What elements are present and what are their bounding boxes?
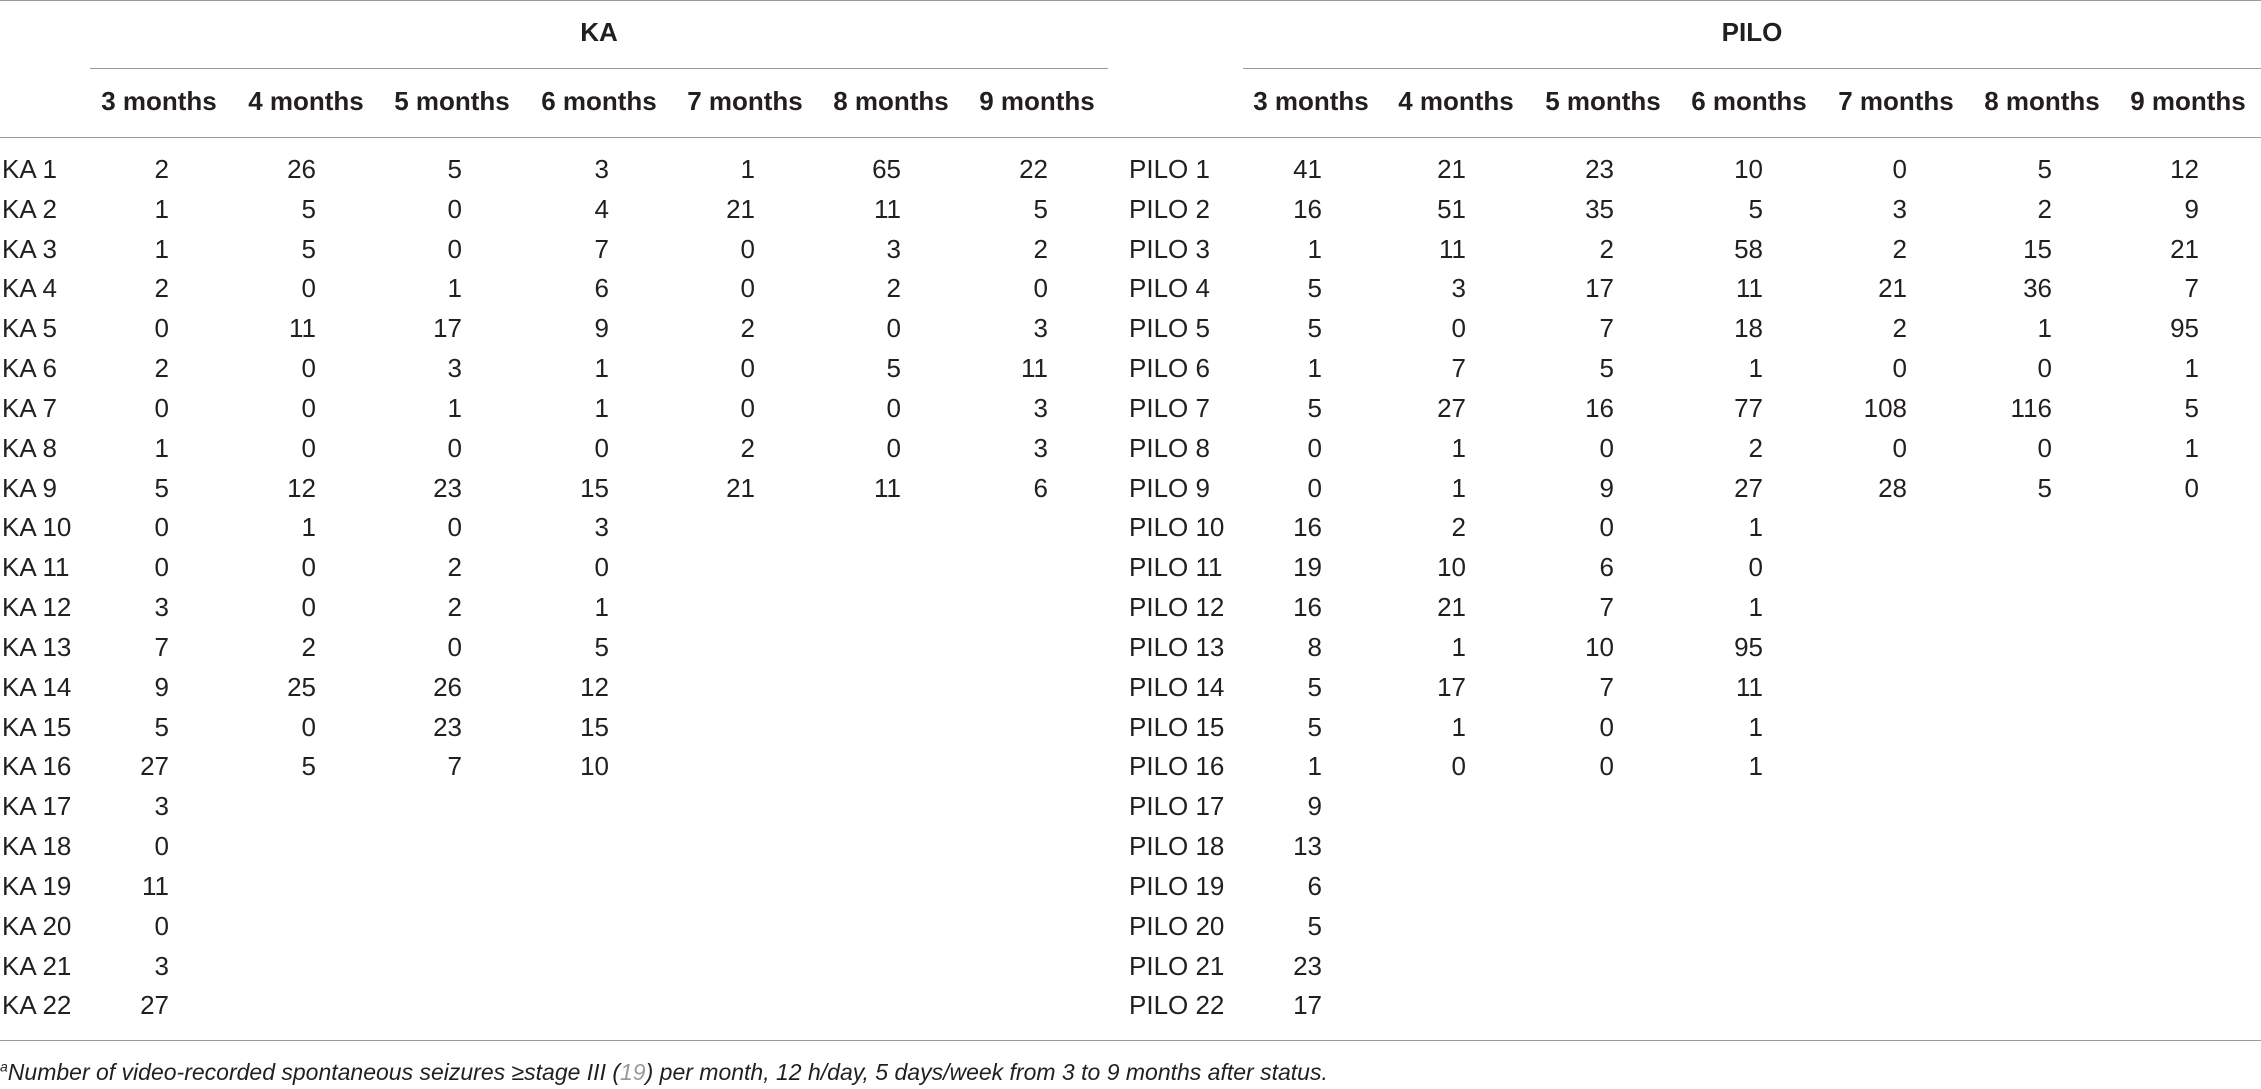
- table-cell-pilo: 6: [1307, 871, 1322, 901]
- table-cell-pilo: 0: [2037, 433, 2052, 463]
- table-cell-pilo: 27: [1734, 473, 1763, 503]
- table-cell-pilo: 7: [1599, 672, 1614, 702]
- row-label-pilo: PILO 19: [1129, 871, 1225, 901]
- table-cell-pilo: 1: [2184, 433, 2199, 463]
- table-cell-ka: 25: [287, 672, 316, 702]
- table-cell-pilo: 5: [2037, 154, 2052, 184]
- row-label-pilo: PILO 17: [1129, 791, 1225, 821]
- table-cell-pilo: 17: [1585, 273, 1614, 303]
- table-cell-ka: 4: [594, 194, 609, 224]
- column-header-pilo-7-months: 7 months: [1838, 86, 1954, 116]
- table-cell-pilo: 0: [1892, 154, 1907, 184]
- table-cell-ka: 0: [447, 234, 462, 264]
- row-label-ka: KA 11: [2, 552, 70, 582]
- column-header-ka-6-months: 6 months: [541, 86, 657, 116]
- table-cell-ka: 0: [447, 512, 462, 542]
- table-cell-pilo: 108: [1863, 393, 1907, 423]
- table-cell-ka: 0: [154, 911, 169, 941]
- row-label-ka: KA 17: [2, 791, 72, 821]
- table-cell-pilo: 18: [1734, 313, 1763, 343]
- table-cell-pilo: 5: [1307, 273, 1322, 303]
- table-footnote: [0, 1058, 1328, 1086]
- table-cell-pilo: 21: [1437, 592, 1466, 622]
- table-cell-ka: 0: [154, 393, 169, 423]
- table-cell-ka: 9: [594, 313, 609, 343]
- table-cell-pilo: 16: [1293, 194, 1322, 224]
- row-label-pilo: PILO 15: [1129, 712, 1225, 742]
- table-cell-ka: 12: [580, 672, 609, 702]
- row-label-pilo: PILO 8: [1129, 433, 1210, 463]
- column-header-pilo-3-months: 3 months: [1253, 86, 1369, 116]
- table-cell-ka: 0: [594, 552, 609, 582]
- row-label-pilo: PILO 3: [1129, 234, 1210, 264]
- footnote-reference: 19: [620, 1059, 646, 1085]
- table-cell-pilo: 21: [1437, 154, 1466, 184]
- table-cell-ka: 5: [1033, 194, 1048, 224]
- table-cell-ka: 5: [301, 751, 316, 781]
- table-cell-ka: 2: [447, 552, 462, 582]
- row-label-pilo: PILO 9: [1129, 473, 1210, 503]
- row-label-ka: KA 4: [2, 273, 57, 303]
- row-label-pilo: PILO 22: [1129, 990, 1225, 1020]
- table-cell-ka: 0: [1033, 273, 1048, 303]
- table-cell-pilo: 1: [1748, 353, 1763, 383]
- row-label-ka: KA 10: [2, 512, 72, 542]
- table-cell-pilo: 1: [1748, 512, 1763, 542]
- table-cell-ka: 27: [140, 990, 169, 1020]
- table-cell-ka: 5: [154, 712, 169, 742]
- table-cell-pilo: 0: [1599, 712, 1614, 742]
- table-cell-ka: 3: [1033, 393, 1048, 423]
- table-cell-pilo: 1: [1451, 712, 1466, 742]
- table-cell-pilo: 0: [2184, 473, 2199, 503]
- table-cell-ka: 6: [594, 273, 609, 303]
- table-cell-pilo: 1: [1451, 433, 1466, 463]
- column-header-pilo-6-months: 6 months: [1691, 86, 1807, 116]
- table-cell-ka: 2: [447, 592, 462, 622]
- footnote-marker: a: [0, 1058, 8, 1075]
- row-label-ka: KA 3: [2, 234, 57, 264]
- table-cell-ka: 0: [154, 512, 169, 542]
- table-cell-pilo: 9: [1599, 473, 1614, 503]
- table-cell-ka: 0: [301, 552, 316, 582]
- table-cell-pilo: 2: [1451, 512, 1466, 542]
- row-label-pilo: PILO 10: [1129, 512, 1225, 542]
- table-cell-pilo: 3: [1451, 273, 1466, 303]
- table-cell-ka: 5: [886, 353, 901, 383]
- table-cell-pilo: 1: [1748, 712, 1763, 742]
- table-cell-pilo: 2: [1892, 313, 1907, 343]
- table-cell-ka: 21: [726, 473, 755, 503]
- group-title-rule-ka: [90, 68, 1108, 69]
- table-cell-ka: 7: [154, 632, 169, 662]
- table-cell-pilo: 0: [1892, 353, 1907, 383]
- table-cell-pilo: 1: [1451, 473, 1466, 503]
- table-cell-ka: 2: [740, 313, 755, 343]
- row-label-ka: KA 12: [2, 592, 72, 622]
- row-label-pilo: PILO 5: [1129, 313, 1210, 343]
- table-cell-ka: 2: [154, 154, 169, 184]
- column-header-ka-9-months: 9 months: [979, 86, 1095, 116]
- table-cell-ka: 2: [886, 273, 901, 303]
- table-cell-pilo: 16: [1293, 512, 1322, 542]
- table-cell-pilo: 21: [1878, 273, 1907, 303]
- table-cell-ka: 6: [1033, 473, 1048, 503]
- table-cell-ka: 0: [301, 273, 316, 303]
- table-cell-pilo: 28: [1878, 473, 1907, 503]
- table-cell-pilo: 0: [1451, 751, 1466, 781]
- table-cell-ka: 2: [1033, 234, 1048, 264]
- table-cell-ka: 1: [594, 592, 609, 622]
- table-cell-pilo: 12: [2170, 154, 2199, 184]
- table-cell-pilo: 11: [1439, 234, 1466, 264]
- row-label-ka: KA 15: [2, 712, 72, 742]
- table-cell-pilo: 1: [1748, 751, 1763, 781]
- table-cell-pilo: 5: [1748, 194, 1763, 224]
- table-cell-pilo: 5: [1307, 712, 1322, 742]
- table-cell-ka: 0: [301, 393, 316, 423]
- row-label-pilo: PILO 11: [1129, 552, 1223, 582]
- table-cell-pilo: 0: [1892, 433, 1907, 463]
- table-cell-pilo: 15: [2023, 234, 2052, 264]
- table-cell-ka: 2: [154, 353, 169, 383]
- row-label-pilo: PILO 14: [1129, 672, 1225, 702]
- table-cell-ka: 1: [594, 353, 609, 383]
- footnote-text-after: ) per month, 12 h/day, 5 days/week from 3 to 9 months after status.: [645, 1059, 1328, 1085]
- table-cell-ka: 11: [1021, 353, 1048, 383]
- table-cell-pilo: 5: [1307, 393, 1322, 423]
- column-header-ka-5-months: 5 months: [394, 86, 510, 116]
- table-cell-pilo: 5: [2037, 473, 2052, 503]
- table-cell-pilo: 1: [1451, 632, 1466, 662]
- column-header-ka-8-months: 8 months: [833, 86, 949, 116]
- table-cell-ka: 0: [447, 433, 462, 463]
- table-cell-ka: 0: [886, 313, 901, 343]
- row-label-pilo: PILO 4: [1129, 273, 1210, 303]
- table-cell-pilo: 10: [1585, 632, 1614, 662]
- table-cell-ka: 65: [872, 154, 901, 184]
- table-cell-pilo: 1: [1307, 234, 1322, 264]
- row-label-pilo: PILO 20: [1129, 911, 1225, 941]
- table-cell-pilo: 51: [1437, 194, 1466, 224]
- table-cell-pilo: 17: [1437, 672, 1466, 702]
- table-cell-pilo: 19: [1293, 552, 1322, 582]
- table-cell-ka: 23: [433, 473, 462, 503]
- column-header-pilo-4-months: 4 months: [1398, 86, 1514, 116]
- table-cell-pilo: 5: [1307, 911, 1322, 941]
- table-cell-pilo: 7: [2184, 273, 2199, 303]
- column-header-ka-4-months: 4 months: [248, 86, 364, 116]
- row-label-pilo: PILO 18: [1129, 831, 1225, 861]
- table-cell-ka: 0: [740, 273, 755, 303]
- table-cell-ka: 26: [287, 154, 316, 184]
- table-cell-ka: 0: [154, 552, 169, 582]
- table-cell-ka: 1: [154, 194, 169, 224]
- table-cell-pilo: 77: [1734, 393, 1763, 423]
- table-cell-pilo: 0: [1307, 473, 1322, 503]
- table-cell-ka: 22: [1019, 154, 1048, 184]
- table-cell-ka: 0: [301, 712, 316, 742]
- table-cell-ka: 3: [154, 951, 169, 981]
- table-cell-pilo: 116: [2010, 393, 2052, 423]
- row-label-pilo: PILO 21: [1129, 951, 1225, 981]
- table-cell-pilo: 7: [1451, 353, 1466, 383]
- table-cell-pilo: 1: [1748, 592, 1763, 622]
- table-cell-pilo: 16: [1293, 592, 1322, 622]
- table-cell-ka: 0: [740, 393, 755, 423]
- table-cell-pilo: 13: [1293, 831, 1322, 861]
- row-label-ka: KA 19: [2, 871, 72, 901]
- table-cell-ka: 0: [301, 592, 316, 622]
- table-cell-ka: 2: [301, 632, 316, 662]
- table-cell-ka: 1: [301, 512, 316, 542]
- table-cell-pilo: 0: [1748, 552, 1763, 582]
- table-cell-ka: 3: [154, 592, 169, 622]
- table-cell-pilo: 2: [1748, 433, 1763, 463]
- row-label-ka: KA 21: [2, 951, 72, 981]
- table-cell-ka: 0: [447, 194, 462, 224]
- table-cell-pilo: 16: [1585, 393, 1614, 423]
- table-cell-ka: 10: [580, 751, 609, 781]
- table-cell-pilo: 95: [1734, 632, 1763, 662]
- table-cell-pilo: 23: [1585, 154, 1614, 184]
- table-cell-pilo: 8: [1307, 632, 1322, 662]
- table-cell-pilo: 27: [1437, 393, 1466, 423]
- table-cell-ka: 3: [1033, 433, 1048, 463]
- table-cell-ka: 12: [287, 473, 316, 503]
- table-cell-ka: 3: [886, 234, 901, 264]
- table-cell-ka: 21: [726, 194, 755, 224]
- table-cell-pilo: 36: [2023, 273, 2052, 303]
- table-cell-pilo: 0: [1307, 433, 1322, 463]
- table-cell-ka: 3: [1033, 313, 1048, 343]
- table-cell-ka: 0: [886, 433, 901, 463]
- column-header-ka-3-months: 3 months: [101, 86, 217, 116]
- row-label-ka: KA 8: [2, 433, 57, 463]
- table-cell-pilo: 6: [1599, 552, 1614, 582]
- table-cell-ka: 23: [433, 712, 462, 742]
- table-cell-pilo: 5: [1307, 313, 1322, 343]
- group-title-rule-pilo: [1243, 68, 2261, 69]
- table-cell-ka: 9: [154, 672, 169, 702]
- table-cell-pilo: 7: [1599, 592, 1614, 622]
- table-cell-pilo: 7: [1599, 313, 1614, 343]
- table-cell-pilo: 10: [1734, 154, 1763, 184]
- table-cell-pilo: 3: [1892, 194, 1907, 224]
- table-cell-ka: 7: [594, 234, 609, 264]
- row-label-ka: KA 6: [2, 353, 57, 383]
- table-cell-ka: 15: [580, 473, 609, 503]
- row-label-pilo: PILO 16: [1129, 751, 1225, 781]
- table-top-rule: [0, 0, 2261, 1]
- table-cell-pilo: 0: [1599, 751, 1614, 781]
- table-cell-ka: 5: [301, 194, 316, 224]
- row-label-ka: KA 13: [2, 632, 72, 662]
- table-cell-ka: 11: [874, 194, 901, 224]
- row-label-pilo: PILO 1: [1129, 154, 1210, 184]
- group-title-pilo: PILO: [1721, 17, 1783, 47]
- row-label-ka: KA 1: [2, 154, 57, 184]
- table-cell-pilo: 5: [1599, 353, 1614, 383]
- table-cell-ka: 0: [594, 433, 609, 463]
- row-label-ka: KA 16: [2, 751, 72, 781]
- row-label-pilo: PILO 12: [1129, 592, 1225, 622]
- table-cell-ka: 2: [154, 273, 169, 303]
- row-label-pilo: PILO 7: [1129, 393, 1210, 423]
- table-cell-pilo: 1: [1307, 353, 1322, 383]
- table-cell-ka: 2: [740, 433, 755, 463]
- table-cell-pilo: 5: [1307, 672, 1322, 702]
- table-cell-ka: 0: [886, 393, 901, 423]
- table-cell-ka: 0: [154, 313, 169, 343]
- table-cell-pilo: 41: [1293, 154, 1322, 184]
- table-cell-pilo: 21: [2170, 234, 2199, 264]
- table-bottom-rule: [0, 1040, 2261, 1041]
- table-cell-ka: 11: [142, 871, 169, 901]
- table-cell-pilo: 35: [1585, 194, 1614, 224]
- row-label-pilo: PILO 2: [1129, 194, 1210, 224]
- table-cell-ka: 0: [740, 353, 755, 383]
- row-label-ka: KA 5: [2, 313, 57, 343]
- row-label-ka: KA 2: [2, 194, 57, 224]
- column-header-ka-7-months: 7 months: [687, 86, 803, 116]
- table-cell-pilo: 10: [1437, 552, 1466, 582]
- table-cell-ka: 1: [154, 234, 169, 264]
- column-header-pilo-5-months: 5 months: [1545, 86, 1661, 116]
- table-cell-ka: 0: [740, 234, 755, 264]
- table-cell-ka: 11: [874, 473, 901, 503]
- table-cell-pilo: 0: [2037, 353, 2052, 383]
- table-cell-pilo: 1: [2184, 353, 2199, 383]
- table-cell-pilo: 9: [2184, 194, 2199, 224]
- table-cell-pilo: 1: [2037, 313, 2052, 343]
- table-cell-ka: 1: [154, 433, 169, 463]
- table-cell-ka: 0: [447, 632, 462, 662]
- table-cell-pilo: 11: [1736, 672, 1763, 702]
- table-cell-ka: 11: [289, 313, 316, 343]
- table-cell-pilo: 0: [1599, 433, 1614, 463]
- group-title-ka: KA: [580, 17, 618, 47]
- header-bottom-rule: [0, 137, 2261, 138]
- table-cell-ka: 5: [594, 632, 609, 662]
- table-cell-pilo: 2: [1599, 234, 1614, 264]
- table-cell-ka: 0: [301, 353, 316, 383]
- row-label-pilo: PILO 6: [1129, 353, 1210, 383]
- table-cell-ka: 5: [154, 473, 169, 503]
- table-cell-pilo: 2: [1892, 234, 1907, 264]
- table-cell-pilo: 0: [1451, 313, 1466, 343]
- table-cell-ka: 1: [740, 154, 755, 184]
- table-cell-ka: 26: [433, 672, 462, 702]
- table-cell-ka: 1: [447, 393, 462, 423]
- table-cell-pilo: 9: [1307, 791, 1322, 821]
- column-header-pilo-8-months: 8 months: [1984, 86, 2100, 116]
- table-cell-ka: 3: [447, 353, 462, 383]
- column-header-pilo-9-months: 9 months: [2130, 86, 2246, 116]
- table-cell-pilo: 0: [1599, 512, 1614, 542]
- row-label-ka: KA 7: [2, 393, 57, 423]
- row-label-ka: KA 14: [2, 672, 72, 702]
- row-label-ka: KA 22: [2, 990, 72, 1020]
- table-cell-ka: 3: [594, 512, 609, 542]
- table-cell-ka: 15: [580, 712, 609, 742]
- table-cell-pilo: 17: [1293, 990, 1322, 1020]
- table-cell-pilo: 58: [1734, 234, 1763, 264]
- table-cell-pilo: 95: [2170, 313, 2199, 343]
- table-cell-ka: 5: [447, 154, 462, 184]
- row-label-ka: KA 18: [2, 831, 72, 861]
- row-label-ka: KA 20: [2, 911, 72, 941]
- table-cell-ka: 5: [301, 234, 316, 264]
- table-cell-pilo: 2: [2037, 194, 2052, 224]
- table-cell-ka: 7: [447, 751, 462, 781]
- row-label-ka: KA 9: [2, 473, 57, 503]
- table-cell-pilo: 23: [1293, 951, 1322, 981]
- table-cell-ka: 0: [154, 831, 169, 861]
- table-cell-ka: 3: [594, 154, 609, 184]
- table-cell-pilo: 11: [1736, 273, 1763, 303]
- table-cell-ka: 0: [301, 433, 316, 463]
- table-cell-ka: 1: [594, 393, 609, 423]
- table-cell-ka: 27: [140, 751, 169, 781]
- footnote-text-before: Number of video-recorded spontaneous seizures ≥stage III (: [7, 1059, 621, 1085]
- table-cell-pilo: 1: [1307, 751, 1322, 781]
- table-cell-pilo: 5: [2184, 393, 2199, 423]
- table-cell-ka: 3: [154, 791, 169, 821]
- table-cell-ka: 17: [433, 313, 462, 343]
- table-cell-ka: 1: [447, 273, 462, 303]
- row-label-pilo: PILO 13: [1129, 632, 1225, 662]
